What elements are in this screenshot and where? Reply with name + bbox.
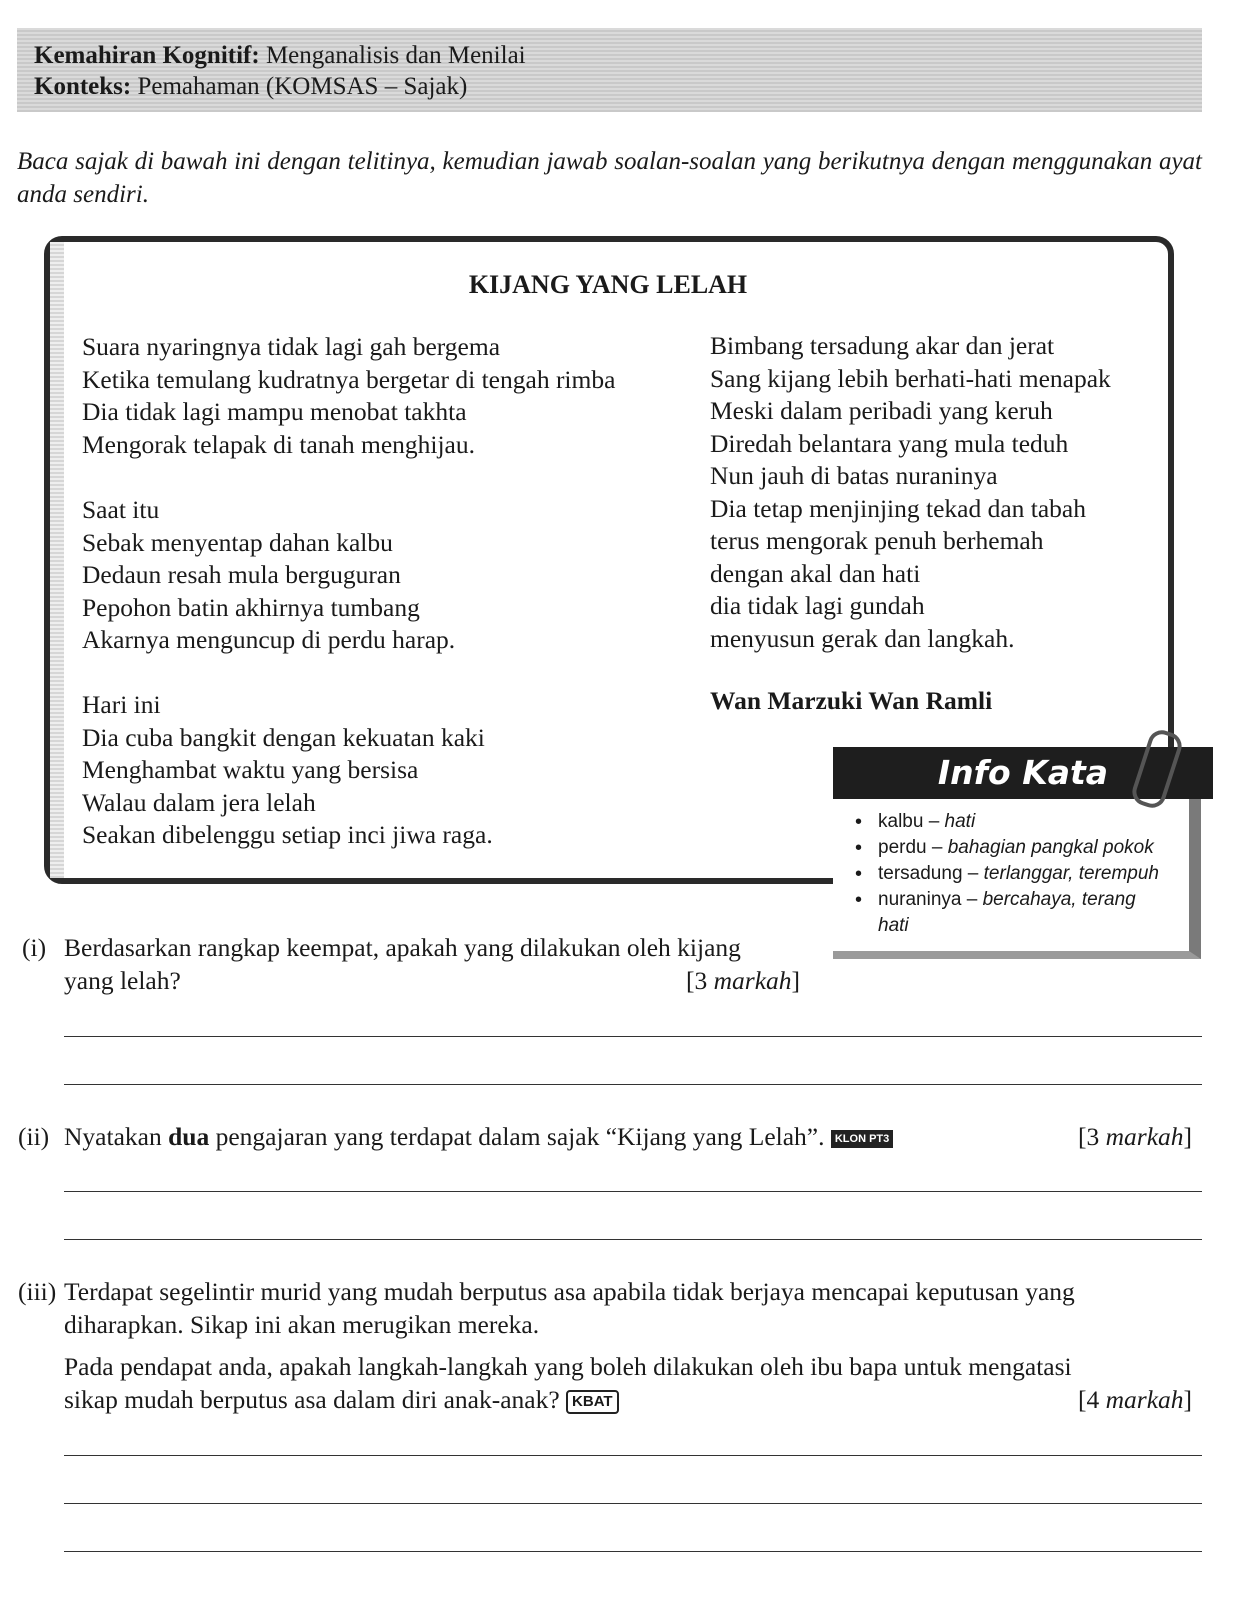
info-kata-item: • perdu – bahagian pangkal pokok [853, 835, 1159, 861]
poem-stanza-3 [82, 689, 493, 852]
poem-line: Menghambat waktu yang bersisa [82, 755, 419, 784]
poem-stanza-4 [710, 330, 1111, 655]
poem-line: Sebak menyentap dahan kalbu [82, 527, 393, 557]
question-3-number: (iii) [18, 1277, 57, 1306]
poem-line: Dedaun resah mula berguguran [82, 560, 401, 589]
poem-author: Wan Marzuki Wan Ramli [710, 686, 993, 715]
poem-line: Ketika temulang kudratnya bergetar di tengah rimba [82, 364, 616, 394]
poem-stanza-1 [82, 331, 615, 461]
poem-line: terus mengorak penuh berhemah [710, 526, 1044, 555]
poem-box-shade [50, 242, 64, 878]
poem-line: Bimbang tersadung akar dan jerat [710, 331, 1055, 360]
poem-line: Mengorak telapak di tanah menghijau. [82, 429, 475, 459]
question-3-marks: [4 markah] [1078, 1385, 1193, 1414]
poem-line: dia tidak lagi gundah [710, 591, 925, 620]
header-context: Konteks: Pemahaman (KOMSAS – Sajak) [34, 73, 468, 100]
klon-pt3-badge: KLON PT3 [831, 1130, 893, 1148]
poem-line: Sang kijang lebih berhati-hati menapak [710, 363, 1111, 393]
answer-line[interactable] [64, 1503, 1202, 1504]
poem-line: Saat itu [82, 495, 160, 524]
instruction-text: Baca sajak di bawah ini dengan telitinya, kemudian jawab soalan-soalan yang berikutnya dengan menggunakan ayat anda sendiri. [17, 148, 1202, 208]
answer-line[interactable] [64, 1551, 1202, 1552]
question-3-line-2: diharapkan. Sikap ini akan merugikan mereka. [64, 1310, 540, 1339]
question-3-line-1: Terdapat segelintir murid yang mudah berputus asa apabila tidak berjaya mencapai keputusan yang [64, 1277, 1075, 1306]
info-kata-item: • nuraninya – bercahaya, terang [853, 887, 1159, 913]
poem-line: dengan akal dan hati [710, 558, 921, 588]
question-1-line-1: Berdasarkan rangkap keempat, apakah yang dilakukan oleh kijang [64, 933, 741, 962]
info-kata-list [853, 809, 1159, 939]
info-kata-title: Info Kata [833, 747, 1213, 799]
answer-line[interactable] [64, 1084, 1202, 1085]
poem-line: Akarnya menguncup di perdu harap. [82, 625, 456, 654]
poem-line: Dia tidak lagi mampu menobat takhta [82, 397, 467, 426]
poem-line: Suara nyaringnya tidak lagi gah bergema [82, 332, 501, 361]
header-skill: Kemahiran Kognitif: Menganalisis dan Menilai [34, 42, 526, 69]
answer-line[interactable] [64, 1036, 1202, 1037]
answer-line[interactable] [64, 1191, 1202, 1192]
poem-stanza-2 [82, 494, 455, 657]
info-kata-item-wrap: hati [878, 915, 909, 936]
poem-line: Hari ini [82, 690, 161, 719]
question-2-text: Nyatakan dua pengajaran yang terdapat dalam sajak “Kijang yang Lelah”. KLON PT3 [64, 1120, 893, 1153]
answer-line[interactable] [64, 1239, 1202, 1240]
poem-line: Dia tetap menjinjing tekad dan tabah [710, 493, 1087, 523]
poem-line: Diredah belantara yang mula teduh [710, 428, 1069, 458]
poem-line: Seakan dibelenggu setiap inci jiwa raga. [82, 820, 493, 849]
question-1-number: (i) [22, 933, 47, 962]
answer-line[interactable] [64, 1455, 1202, 1456]
question-1-line-2: yang lelah? [64, 966, 181, 995]
poem-line: Dia cuba bangkit dengan kekuatan kaki [82, 722, 485, 752]
question-1-marks: [3 markah] [686, 966, 801, 995]
question-2-marks: [3 markah] [1078, 1122, 1193, 1151]
question-3-line-4: sikap mudah berputus asa dalam diri anak-anak? KBAT [64, 1383, 619, 1416]
question-2-number: (ii) [18, 1122, 50, 1151]
info-kata-item: • kalbu – hati [853, 809, 1159, 835]
poem-line: menyusun gerak dan langkah. [710, 623, 1015, 653]
poem-title: KIJANG YANG LELAH [468, 270, 748, 299]
kbat-badge: KBAT [566, 1390, 619, 1414]
question-3-line-3: Pada pendapat anda, apakah langkah-langkah yang boleh dilakukan oleh ibu bapa untuk mengatasi [64, 1352, 1072, 1381]
poem-line: Pepohon batin akhirnya tumbang [82, 592, 420, 622]
poem-line: Nun jauh di batas nuraninya [710, 461, 998, 490]
info-kata-item: • tersadung – terlanggar, terempuh [853, 861, 1159, 887]
poem-line: Walau dalam jera lelah [82, 787, 316, 817]
poem-line: Meski dalam peribadi yang keruh [710, 396, 1053, 425]
